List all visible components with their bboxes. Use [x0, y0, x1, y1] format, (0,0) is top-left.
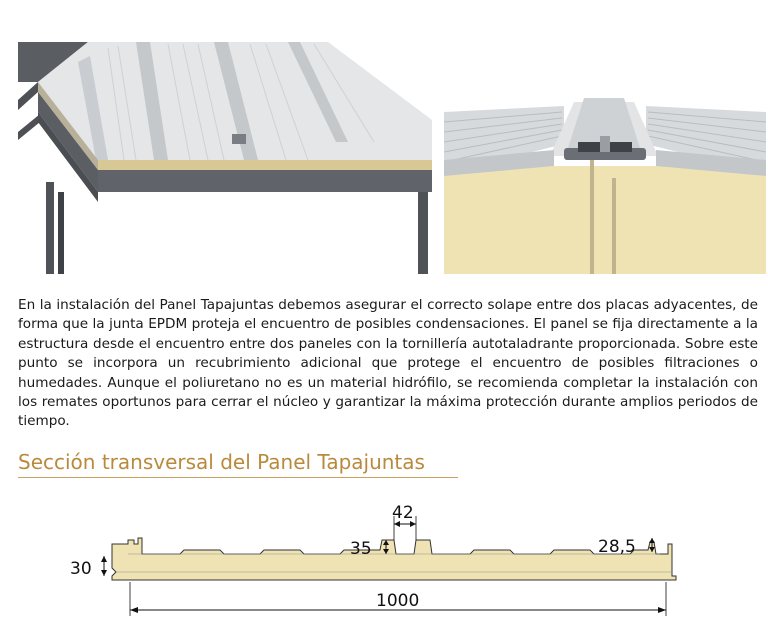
dim-rib-height: 35	[350, 539, 372, 559]
section-title: Sección transversal del Panel Tapajuntas	[18, 450, 458, 478]
dim-total-width: 1000	[376, 591, 420, 611]
installation-description: En la instalación del Panel Tapajuntas debemos asegurar el correcto solape entre dos placas adyacentes, de forma que la junta EPDM proteja el encuentro de posibles condensaciones. El panel se fija directamente a la estructura desde el encuentro entre dos paneles con la tornillería autotaladrante proporcionada. Sobre este punto se incorpora un recubrimiento adicional que protege el encuentro de posibles filtraciones o humedades. Aunque el poliuretano no es un material hidrófilo, se recomienda completar la instalación con los remates oportunos para cerrar el núcleo y garantizar la máxima protección durante amplios periodos de tiempo.	[18, 297, 758, 430]
roof-panel-illustration	[18, 42, 432, 274]
dim-edge-rib-height: 28,5	[598, 537, 636, 557]
dim-thickness: 30	[70, 559, 92, 579]
joint-detail-illustration	[444, 98, 766, 274]
panel-profile	[112, 538, 676, 580]
dim-rib-width: 42	[392, 503, 414, 523]
cross-section-drawing	[60, 496, 740, 630]
